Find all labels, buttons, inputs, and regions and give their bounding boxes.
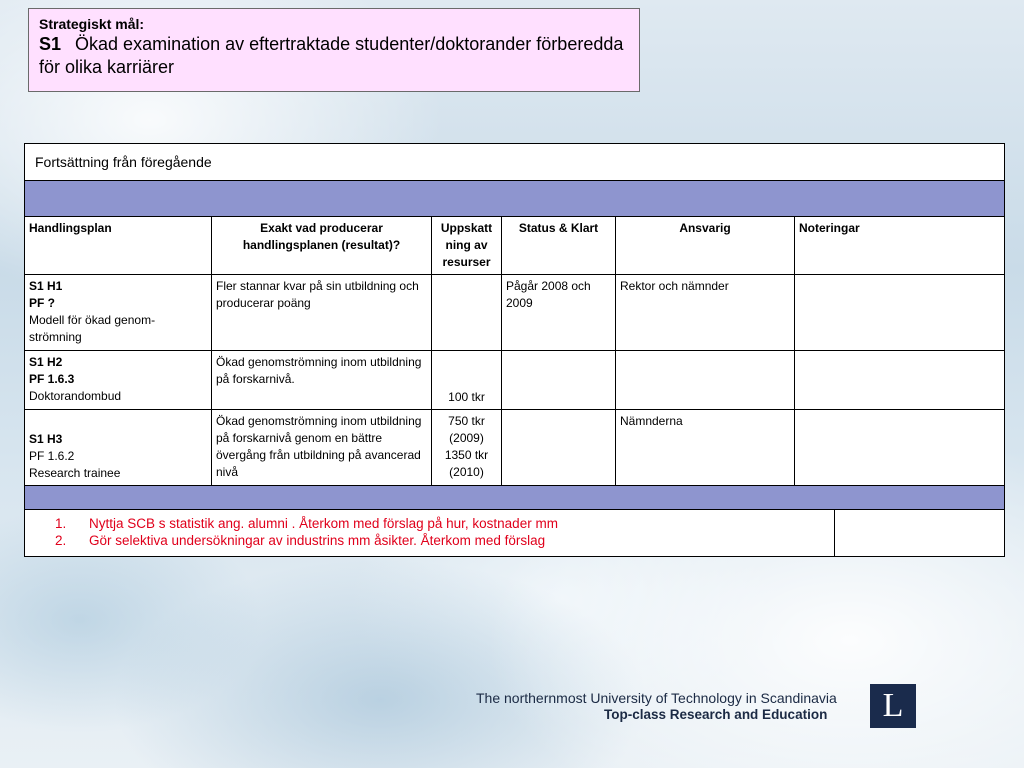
notes-cell bbox=[25, 510, 835, 557]
plan-code: S1 H3 bbox=[29, 432, 63, 446]
footer-subtagline: Top-class Research and Education bbox=[604, 707, 828, 722]
strategic-goal-box bbox=[28, 8, 640, 92]
cell-plan bbox=[25, 410, 212, 486]
note-number: 2. bbox=[55, 533, 67, 548]
goal-description: Ökad examination av eftertraktade studenter/doktorander förberedda för olika karriärer bbox=[39, 34, 624, 77]
band-separator bbox=[25, 486, 1005, 510]
table-row bbox=[25, 351, 1005, 410]
footer-tagline: The northernmost University of Technology in Scandinavia bbox=[476, 690, 837, 706]
notes-row bbox=[25, 510, 1005, 557]
cell-resources bbox=[432, 275, 502, 351]
header-responsible: Ansvarig bbox=[616, 217, 795, 275]
cell-responsible: Rektor och nämnder bbox=[616, 275, 795, 351]
plan-code: S1 H1 bbox=[29, 279, 63, 293]
plan-desc: Doktorandombud bbox=[29, 389, 122, 403]
resource-line: 1350 tkr bbox=[444, 448, 489, 462]
plan-pf: PF 1.6.3 bbox=[29, 372, 75, 386]
goal-heading: Strategiskt mål: bbox=[39, 16, 145, 32]
table-row bbox=[25, 410, 1005, 486]
list-item bbox=[55, 515, 830, 532]
list-item bbox=[55, 532, 830, 549]
note-number: 1. bbox=[55, 516, 67, 531]
notes-list bbox=[35, 515, 830, 549]
cell-status bbox=[502, 351, 616, 410]
table-row bbox=[25, 275, 1005, 351]
plan-code: S1 H2 bbox=[29, 355, 63, 369]
plan-desc: Research trainee bbox=[29, 466, 121, 480]
action-plan-table bbox=[24, 143, 1005, 557]
note-text: Nyttja SCB s statistik ang. alumni . Återkom med förslag på hur, kostnader mm bbox=[89, 516, 558, 531]
cell-resources: 100 tkr bbox=[432, 351, 502, 410]
notes-empty-cell bbox=[835, 510, 1005, 557]
cell-result: Ökad genomströmning inom utbildning på forskarnivå. bbox=[212, 351, 432, 410]
resource-line: (2010) bbox=[449, 465, 484, 479]
plan-pf: PF 1.6.2 bbox=[29, 449, 75, 463]
cell-status bbox=[502, 410, 616, 486]
cell-result: Fler stannar kvar på sin utbildning och producerar poäng bbox=[212, 275, 432, 351]
plan-pf: PF ? bbox=[29, 296, 55, 310]
cell-notes bbox=[795, 275, 1005, 351]
continuation-label: Fortsättning från föregående bbox=[25, 144, 1005, 181]
cell-result: Ökad genomströmning inom utbildning på forskarnivå genom en bättre övergång från utbildning på avancerad nivå bbox=[212, 410, 432, 486]
header-status: Status & Klart bbox=[502, 217, 616, 275]
band-separator bbox=[25, 181, 1005, 217]
cell-plan bbox=[25, 275, 212, 351]
university-logo: L bbox=[870, 684, 916, 728]
plan-desc: Modell för ökad genom-strömning bbox=[29, 313, 156, 344]
cell-resources bbox=[432, 410, 502, 486]
goal-text bbox=[39, 33, 629, 79]
header-resources: Uppskatt ning av resurser bbox=[432, 217, 502, 275]
resource-line: (2009) bbox=[449, 431, 484, 445]
cell-notes bbox=[795, 351, 1005, 410]
resource-line: 750 tkr bbox=[448, 414, 485, 428]
cell-responsible bbox=[616, 351, 795, 410]
header-plan: Handlingsplan bbox=[25, 217, 212, 275]
header-result: Exakt vad producerar handlingsplanen (resultat)? bbox=[212, 217, 432, 275]
note-text: Gör selektiva undersökningar av industrins mm åsikter. Återkom med förslag bbox=[89, 533, 546, 548]
cell-status: Pågår 2008 och 2009 bbox=[502, 275, 616, 351]
goal-code: S1 bbox=[39, 34, 62, 54]
cell-notes bbox=[795, 410, 1005, 486]
header-notes: Noteringar bbox=[795, 217, 1005, 275]
table-header-row bbox=[25, 217, 1005, 275]
cell-plan bbox=[25, 351, 212, 410]
cell-responsible: Nämnderna bbox=[616, 410, 795, 486]
